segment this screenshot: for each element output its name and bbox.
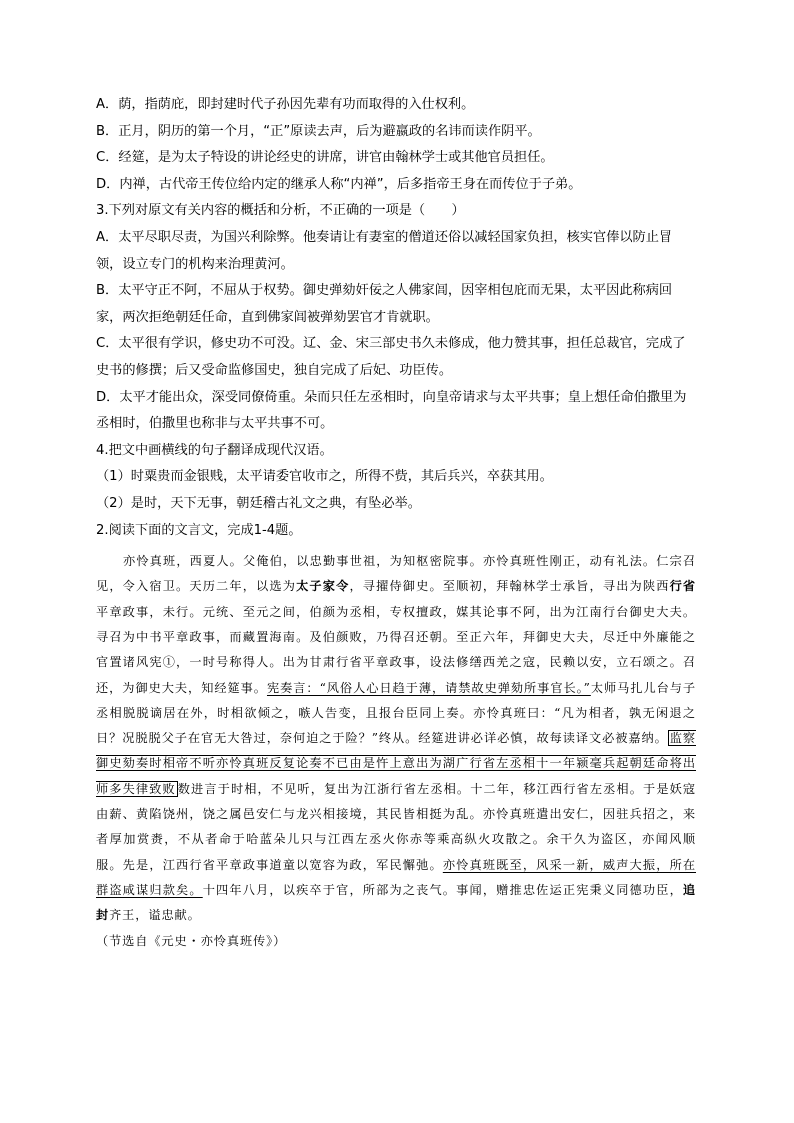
q3-option-d: D．太平才能出众，深受同僚倚重。朵而只任左丞相时，向皇帝请求与太平共事；皇上想任命伯撒里为丞相时，伯撒里也称非与太平共事不可。 xyxy=(96,389,687,432)
passage-source: （节选自《元史・亦怜真班传》） xyxy=(96,933,287,948)
boxed-sentence: 监察御史劾奏时相帝不听亦怜真班反复论奏不已由是忤上意出为湖广行省左丞相十一年颍毫兵起朝廷命将出师多失律致败 xyxy=(96,731,696,796)
document-content xyxy=(96,92,696,954)
q2-option-b: B．正月，阴历的第一个月，“正”原读去声，后为避嬴政的名讳而读作阴平。 xyxy=(96,123,541,139)
passage-body xyxy=(96,549,696,928)
q3-option-b: B．太平守正不阿，不屈从于权势。御史弹劾奸佞之人佛家闾，因宰相包庇而无果，太平因此称病回家，两次拒绝朝廷任命，直到佛家闾被弹劾罢官才肯就职。 xyxy=(96,283,673,325)
passage-text: 平章政事，未行。元统、至元之间，伯颜为丞相，专权擅政，媒其论事不阿，出为江南行台御史大夫。寻召为中书平章政事，而藏置海南。及伯颜败，乃得召还朝。至正六年，拜御史大夫，尽迁中外廉能之官置诸风宪①，一时号称得人。出为甘肃行省平章政事，设法修缮西羌之寇，民赖以安，立石颂之。召还，为御史大夫，知经筵事。 xyxy=(96,604,696,695)
q2-option-a: A．荫，指荫庇，即封建时代子孙因先辈有功而取得的入仕权利。 xyxy=(96,97,475,112)
bold-term: 追封 xyxy=(96,882,697,923)
bold-term: 行省 xyxy=(669,579,696,594)
passage-text: 亦怜真班，西夏人。父俺伯，以忠勤事世祖，为知枢密院事。亦怜真班性刚正，动有礼法。仁宗召见，令入宿卫。天历二年，以选为 xyxy=(96,554,696,594)
q3-option-a: A．太平尽职尽责，为国兴利除弊。他奏请让有妻室的僧道还俗以减轻国家负担，核实官俸以防止冒领，设立专门的机构来治理黄河。 xyxy=(96,229,673,272)
q3-stem: 3.下列对原文有关内容的概括和分析，不正确的一项是（ ） xyxy=(96,203,465,219)
passage-text: 数进言于时相，不见听，复出为江浙行省左丞相。十二年，移江西行省左丞相。于是妖寇由薪、黄陷饶州，饶之属邑安仁与龙兴相接境，其民皆相挺为乱。亦怜真班遣出安仁，因驻兵招之，来者厚加赏赉，不从者命于哈蓝朵儿只与江西左丞火你赤等乘高纵火攻散之。余干久为盗区，亦闻风顺服。先是，江西行省平章政事道童以宽容为政，军民懈弛。 xyxy=(96,781,696,872)
q2-option-c: C．经筵，是为太子特设的讲论经史的讲席，讲官由翰林学士或其他官员担任。 xyxy=(96,150,554,166)
q3-option-c: C．太平很有学识，修史功不可没。辽、金、宋三部史书久未修成，他力赞其事，担任总裁官，完成了史书的修撰；后又受命监修国史，独自完成了后妃、功臣传。 xyxy=(96,336,686,378)
bold-term: 太子家令 xyxy=(296,579,350,594)
passage2-intro: 2.阅读下面的文言文，完成1-4题。 xyxy=(96,522,302,538)
passage-text: 十四年八月，以疾卒于官，所部为之丧气。事闻，赠推忠佐运正宪秉义同德功臣， xyxy=(202,882,683,897)
q2-option-d: D．内禅，古代帝王传位给内定的继承人称“内禅”，后多指帝王身在而传位于子弟。 xyxy=(96,176,582,192)
underlined-sentence-1: 宪奏言：“风俗人心日趋于薄，请禁故史弹劾所事官长。” xyxy=(266,680,591,695)
q4-item-1: （1）时粟贵而金银贱，太平请委官收市之，所得不赀，其后兵兴，卒获其用。 xyxy=(96,469,553,485)
passage-text: 齐王，谥忠献。 xyxy=(109,908,201,923)
passage-text: 太师马扎儿台与子丞相脱脱谪居在外，时相欲倾之，嗾人告变，且报台臣同上奏。亦怜真班曰：“凡为相者，孰无闲退之日？况脱脱父子在官无大咎过，奈何迫之于险？”终从。经筵进讲必详必慎，故每读译文必被嘉纳。 xyxy=(96,680,697,746)
q4-stem: 4.把文中画横线的句子翻译成现代汉语。 xyxy=(96,442,333,458)
passage-text: ，寻擢侍御史。至顺初，拜翰林学士承旨，寻出为陕西 xyxy=(349,579,670,594)
classical-passage xyxy=(96,549,696,954)
underlined-sentence-2: 亦怜真班既至，风采一新，威声大振，所在群盗咸谋归款矣。 xyxy=(96,857,696,897)
q4-item-2: （2）是时，天下无事，朝廷稽古礼文之典，有坠必举。 xyxy=(96,495,421,511)
